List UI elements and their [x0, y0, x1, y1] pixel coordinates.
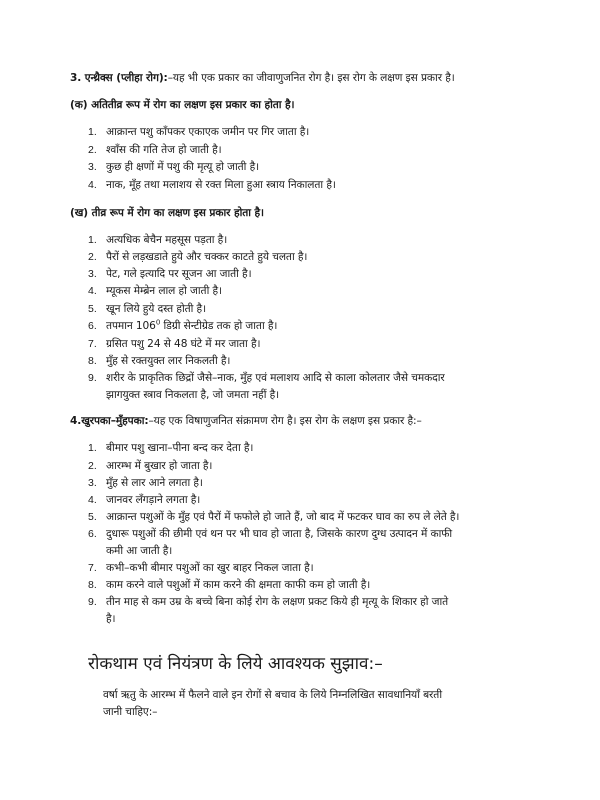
list-number: 6.	[88, 320, 97, 332]
list-text: पेट, गले इत्यादि पर सूजन आ जाती है।	[106, 268, 252, 280]
list-text: मुँह से लार आने लगता है।	[106, 477, 203, 489]
list-number: 3.	[88, 161, 97, 173]
list-number: 7.	[88, 562, 97, 574]
list-number: 4.	[88, 179, 97, 191]
list-text: शरीर के प्राकृतिक छिद्रों जैसे–नाक, मुँह एवं मलाशय आदि से काला कोलतार जैसे चमकदार	[106, 372, 445, 384]
severe-form-heading: (ख) तीव्र रूप में रोग का लक्षण इस प्रकार होता है।	[70, 207, 264, 219]
temperature-text: तपमान 106	[106, 320, 156, 332]
list-number: 8.	[88, 355, 97, 367]
list-number: 1.	[88, 234, 97, 246]
list-text: म्यूकस मेम्ब्रेन लाल हो जाती है।	[106, 285, 222, 297]
fmd-intro-line	[70, 414, 422, 428]
list-number: 9.	[88, 372, 97, 384]
list-text: बीमार पशु खाना–पीना बन्द कर देता है।	[106, 442, 254, 454]
list-text: आरम्भ में बुखार हो जाता है।	[106, 460, 213, 472]
list-number: 6.	[88, 528, 97, 540]
anthrax-intro-line	[70, 71, 455, 85]
list-text-continued: है।	[106, 613, 116, 625]
list-number: 1.	[88, 442, 97, 454]
list-number: 2.	[88, 460, 97, 472]
list-number: 2.	[88, 251, 97, 263]
acute-form-heading: (क) अतितीव्र रूप में रोग का लक्षण इस प्रकार का होता है।	[70, 99, 295, 111]
list-text-continued: झागयुक्त स्त्राव निकलता है, जो जमता नहीं है।	[106, 389, 280, 401]
list-text: मुँह से रक्तयुक्त लार निकलती है।	[106, 355, 231, 367]
list-text: दुधारू पशुओं की छीमी एवं थन पर भी घाव हो जाता है, जिसके कारण दुग्ध उत्पादन में काफी	[106, 528, 453, 540]
list-number: 5.	[88, 303, 97, 315]
list-text: आक्रान्त पशु कॉंपकर एकाएक जमीन पर गिर जाता है।	[106, 126, 310, 138]
prevention-heading: रोकथाम एवं नियंत्रण के लिये आवश्यक सुझाव:–	[88, 654, 383, 674]
list-number: 2.	[88, 144, 97, 156]
list-text: ग्रसित पशु 24 से 48 घंटे में मर जाता है।	[106, 338, 261, 350]
list-text: कुछ ही क्षणों में पशु की मृत्यू हो जाती है।	[106, 161, 260, 173]
anthrax-heading: 3. एन्थ्रैक्स (प्लीहा रोग):	[70, 72, 168, 84]
list-text: पैरों से लड़खडाते हुये और चक्कर काटते हुये चलता है।	[106, 251, 308, 263]
list-text	[106, 319, 277, 333]
list-number: 3.	[88, 477, 97, 489]
list-number: 3.	[88, 268, 97, 280]
list-number: 4.	[88, 494, 97, 506]
list-number: 7.	[88, 338, 97, 350]
list-text: कभी–कभी बीमार पशुओं का खुर बाहर निकल जाता है।	[106, 562, 314, 574]
temperature-text-rest: डिग्री सेन्टीग्रेड तक हो जाता है।	[160, 320, 278, 332]
list-text: जानवर लँगड़ाने लगता है।	[106, 494, 201, 506]
fmd-heading: 4.खुरपका–मुँहपका:	[70, 415, 149, 427]
list-text-continued: कमी आ जाती है।	[106, 545, 173, 557]
prevention-paragraph: वर्षा ऋतु के आरम्भ में फैलने वाले इन रोगों से बचाव के लिये निम्नलिखित सावधानियॉं बरती	[103, 689, 442, 701]
list-number: 4.	[88, 285, 97, 297]
list-number: 8.	[88, 579, 97, 591]
prevention-paragraph-continued: जानी चाहिए:–	[103, 706, 158, 718]
list-text: श्वॉंस की गति तेज हो जाती है।	[106, 144, 222, 156]
list-number: 5.	[88, 511, 97, 523]
list-text: आक्रान्त पशुओं के मुँह एवं पैरों में फफोले हो जाते हैं, जो बाद में फटकर घाव का रुप ले लेते है।	[106, 511, 460, 523]
degree-superscript: 0	[155, 318, 161, 327]
list-text: तीन माह से कम उम्र के बच्चे बिना कोई रोग के लक्षण प्रकट किये ही मृत्यू के शिकार हो जाते	[106, 596, 449, 608]
list-number: 9.	[88, 596, 97, 608]
list-text: खून लिये हुये दस्त होती है।	[106, 303, 206, 315]
list-number: 1.	[88, 126, 97, 138]
list-text: काम करने वाले पशुओं में काम करने की क्षमता काफी कम हो जाती है।	[106, 579, 371, 591]
fmd-intro: –यह एक विषाणुजनित संक्रामण रोग है। इस रोग के लक्षण इस प्रकार है:–	[148, 415, 422, 427]
list-text: नाक, मूँह तथा मलाशय से रक्त मिला हुआ स्त्राय निकालता है।	[106, 179, 336, 191]
list-text: अत्यधिक बेचैन महसूस पड़ता है।	[106, 234, 228, 246]
anthrax-intro: –यह भी एक प्रकार का जीवाणुजनित रोग है। इस रोग के लक्षण इस प्रकार है।	[167, 72, 455, 84]
